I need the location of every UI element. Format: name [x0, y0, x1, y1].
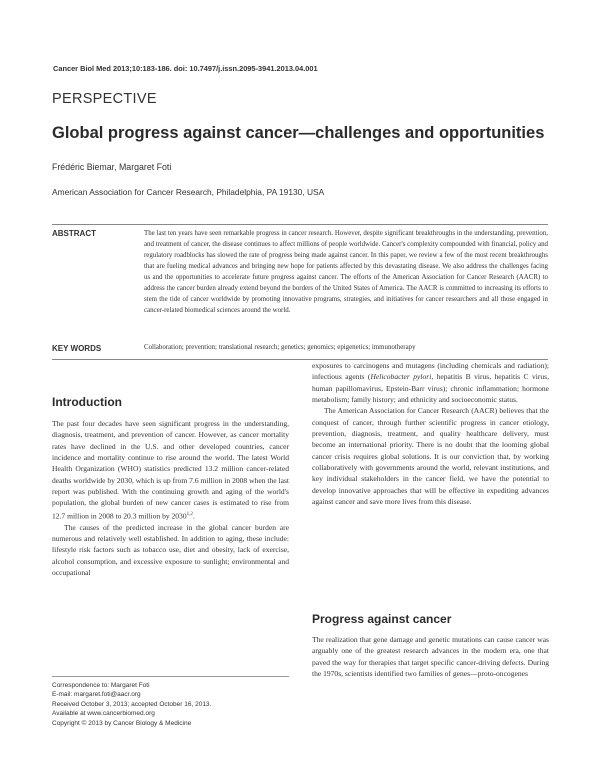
keywords-label: KEY WORDS	[52, 344, 102, 353]
section-label: PERSPECTIVE	[52, 91, 157, 107]
article-authors: Frédéric Biemar, Margaret Foti	[52, 162, 172, 172]
progress-column	[312, 634, 549, 679]
introduction-heading: Introduction	[52, 395, 122, 409]
intro-paragraph-2-continued: exposures to carcinogens and mutagens (including chemicals and radiation); infectious agents (Helicobacter pylori, hepatitis B virus, hepatitis C virus, human papillomavirus, Epstein-Barr virus); chronic inflammation; hormone metabolism; family history; and ethnicity and socioeconomic status.	[312, 361, 550, 405]
footnote-dates: Received October 3, 2013; accepted October 16, 2013.	[52, 700, 212, 708]
abstract-text: The last ten years have seen remarkable progress in cancer research. However, despite significant breakthroughs in the understanding, prevention, and treatment of cancer, the disease continues to affect millions of people worldwide. Cancer's complexity compounded with financial, policy and regulatory roadblocks has slowed the rate of progress being made against cancer. In this paper, we review a few of the most recent breakthroughs that are fueling medical advances and bringing new hope for patients affected by this devastating disease. We also address the challenges facing us and the opportunities to accelerate future progress against cancer. The efforts of the American Association for Cancer Research (AACR) to address the cancer burden already extend beyond the borders of the United States of America. The AACR is committed to increasing its efforts to stem the tide of cancer worldwide by promoting innovative programs, strategies, and initiatives for cancer researchers and all those engaged in cancer-related biomedical sciences around the world.	[144, 230, 548, 315]
citation-superscript: 1,2	[186, 511, 193, 517]
footnote-copyright: Copyright © 2013 by Cancer Biology & Medicine	[52, 719, 192, 727]
footnote-correspondence: Correspondence to: Margaret Foti	[52, 682, 150, 689]
journal-citation: Cancer Biol Med 2013;10:183-186. doi: 10.7497/j.issn.2095-3941.2013.04.001	[53, 64, 318, 73]
article-affiliation: American Association for Cancer Research, Philadelphia, PA 19130, USA	[52, 187, 325, 197]
abstract-top-rule	[52, 224, 548, 225]
progress-heading: Progress against cancer	[312, 612, 452, 626]
keywords-text: Collaboration; prevention; translational research; genetics; genomics; epigenetics; immunotherapy	[144, 344, 416, 351]
progress-paragraph-1: The realization that gene damage and genetic mutations can cause cancer was arguably one of the greatest research advances in the modern era, one that paved the way for therapies that target specific cancer-driving defects. During the 1970s, scientists identified two families of genes—proto-oncogenes	[312, 635, 549, 679]
footnote-available[interactable]: Available at www.cancerbiomed.org	[52, 710, 155, 718]
intro-paragraph-2: The causes of the predicted increase in the global cancer burden are numerous and relatively well established. In addition to aging, these include: lifestyle risk factors such as tobacco use, diet and obesity, lack of exercise, alcohol consumption, and excessive exposure to sunlight; environmental and occupational	[52, 522, 289, 577]
intro-paragraph-1: The past four decades have seen significant progress in the understanding, diagnosis, treatment, and prevention of cancer. However, as cancer mortality rates have declined in the U.S. and other developed countries, cancer incidence and mortality continue to rise around the world. The latest World Health Organization (WHO) statistics predicted 13.2 million cancer-related deaths worldwide by 2030, which is up from 7.6 million in 2008 when the last report was published. With the continuing growth and aging of the world's population, the global burden of new cancer cases is estimated to rise from 12.7 million in 2008 to 20.3 million by 2030$^{1,2}$.	[52, 419, 289, 521]
intro-paragraph-3: The American Association for Cancer Research (AACR) believes that the conquest of cancer, through further scientific progress in cancer etiology, prevention, diagnosis, treatment, and quality healthcare delivery, must become an international priority. There is no doubt that the looming global cancer crisis requires global solutions. It is our conviction that, by working collaboratively with governments around the world, relevant institutions, and key individual stakeholders in the cancer field, we have the potential to develop innovative approaches that will be effective in expediting advances against cancer and save more lives from this disease.	[312, 406, 549, 507]
abstract-label: ABSTRACT	[52, 229, 96, 238]
footnote-rule	[52, 676, 289, 677]
left-column	[52, 418, 289, 578]
article-title: Global progress against cancer—challenges and opportunities	[52, 124, 545, 142]
footnotes	[52, 681, 211, 728]
right-column	[312, 360, 549, 507]
footnote-email[interactable]: E-mail: margaret.foti@aacr.org	[52, 691, 141, 699]
